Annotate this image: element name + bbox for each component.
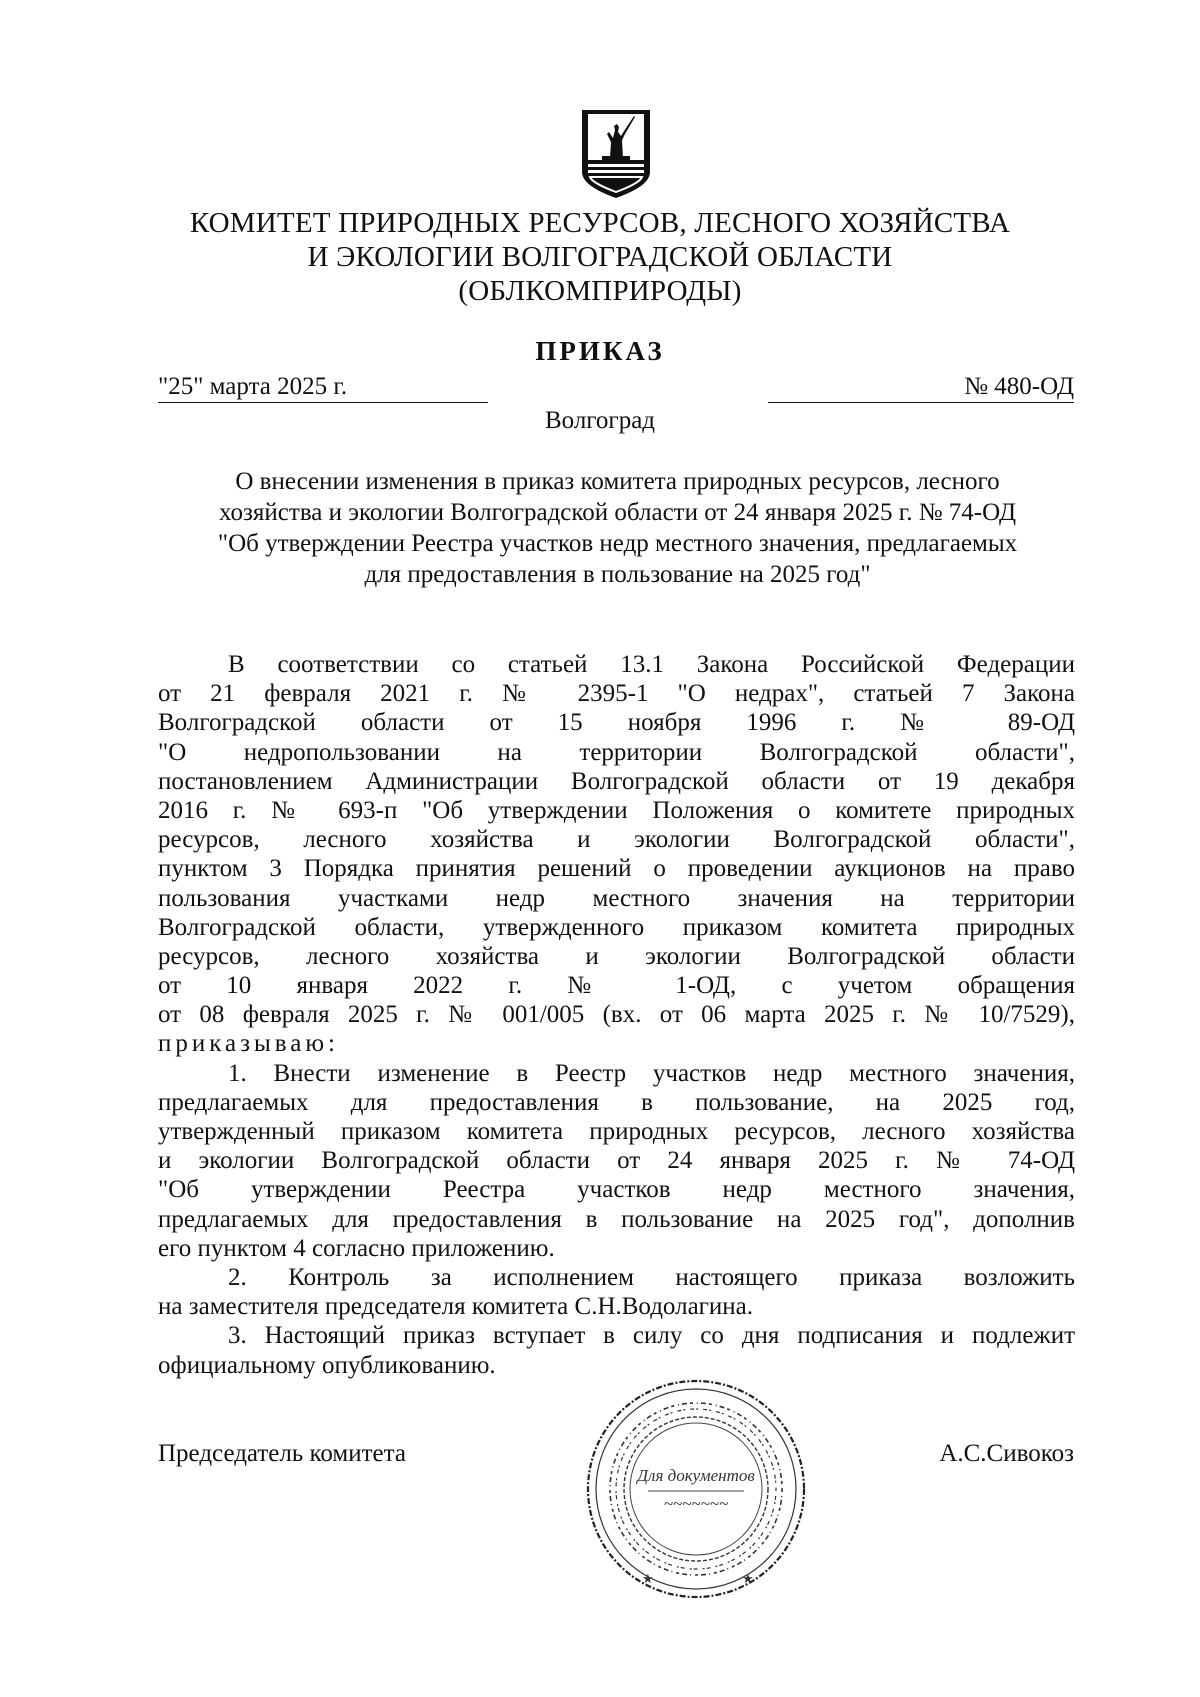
body-line: утвержденный приказом комитета природных ресурсов, лесного хозяйства	[158, 1118, 1075, 1145]
subject-line: О внесении изменения в приказ комитета природных ресурсов, лесного	[235, 468, 1000, 495]
order-subject	[160, 466, 1075, 590]
subject-line: "Об утверждении Реестра участков недр местного значения, предлагаемых	[217, 530, 1018, 557]
stamp-star-marks: ★	[642, 1571, 654, 1586]
body-line-item-1: 1. Внести изменение в Реестр участков недр местного значения,	[228, 1059, 1075, 1087]
volgograd-motherland-emblem-icon	[580, 108, 652, 200]
body-line: от 08 февраля 2025 г. № 001/005 (вх. от 06 марта 2025 г. № 10/7529),	[158, 1001, 1075, 1029]
subject-line: хозяйства и экологии Волгоградской области от 24 января 2025 г. № 74-ОД	[219, 499, 1016, 526]
body-line: В соответствии со статьей 13.1 Закона Российской Федерации	[228, 651, 1075, 678]
body-line: от 10 января 2022 г. № 1-ОД, с учетом обращения	[158, 972, 1075, 1000]
body-line: пользования участками недр местного значения на территории	[158, 884, 1075, 912]
signature-position: Председатель комитета	[158, 1440, 406, 1467]
stamp-star-marks: ★	[742, 1571, 754, 1586]
stamp-inner-marks: ~~~~~~~	[663, 1494, 729, 1513]
org-line-3: (ОБЛКОМПРИРОДЫ)	[458, 275, 742, 307]
body-line: ресурсов, лесного хозяйства и экологии Волгоградской области",	[158, 826, 1075, 854]
body-line-item-2: 2. Контроль за исполнением настоящего приказа возложить	[228, 1263, 1075, 1291]
order-title: ПРИКАЗ	[535, 336, 665, 366]
org-line-2: И ЭКОЛОГИИ ВОЛГОГРАДСКОЙ ОБЛАСТИ	[307, 241, 893, 273]
body-line: Волгоградской области, утвержденного приказом комитета природных	[158, 913, 1075, 941]
body-line: официальному опубликованию.	[158, 1351, 496, 1379]
body-line: от 21 февраля 2021 г. № 2395-1 "О недрах", статьей 7 Закона	[158, 680, 1075, 708]
stamp-inner-text: Для документов	[637, 1466, 755, 1485]
body-line: предлагаемых для предоставления в пользование на 2025 год", дополнив	[158, 1205, 1075, 1233]
body-line: пунктом 3 Порядка принятия решений о проведении аукционов на право	[158, 855, 1075, 883]
signature-name: А.С.Сивокоз	[939, 1440, 1074, 1467]
body-line: 2016 г. № 693-п "Об утверждении Положения о комитете природных	[158, 796, 1075, 824]
organization-name	[0, 206, 1200, 308]
body-line: Волгоградской области от 15 ноября 1996 г. № 89-ОД	[158, 709, 1075, 737]
body-line: "О недропользовании на территории Волгоградской области",	[158, 738, 1075, 766]
order-city: Волгоград	[544, 407, 656, 434]
body-line: ресурсов, лесного хозяйства и экологии Волгоградской области	[158, 942, 1075, 970]
body-line: постановлением Администрации Волгоградской области от 19 декабря	[158, 767, 1075, 795]
body-line: и экологии Волгоградской области от 24 января 2025 г. № 74-ОД	[158, 1147, 1075, 1175]
body-line: "Об утверждении Реестра участков недр местного значения,	[158, 1176, 1075, 1204]
order-number: № 480-ОД	[768, 372, 1074, 403]
body-line: на заместителя председателя комитета С.Н.Водолагина.	[158, 1293, 754, 1321]
org-line-1: КОМИТЕТ ПРИРОДНЫХ РЕСУРСОВ, ЛЕСНОГО ХОЗЯЙСТВА	[189, 207, 1011, 239]
body-line-item-3: 3. Настоящий приказ вступает в силу со дня подписания и подлежит	[228, 1322, 1075, 1350]
subject-line: для предоставления в пользование на 2025 год"	[364, 561, 871, 588]
body-line: предлагаемых для предоставления в пользование, на 2025 год,	[158, 1088, 1075, 1116]
official-round-seal-icon	[582, 1377, 810, 1601]
order-body	[158, 650, 1075, 1380]
order-date: "25" марта 2025 г.	[158, 372, 488, 403]
body-line: его пунктом 4 согласно приложению.	[158, 1234, 555, 1262]
body-line-order-word: приказываю:	[158, 1030, 339, 1058]
